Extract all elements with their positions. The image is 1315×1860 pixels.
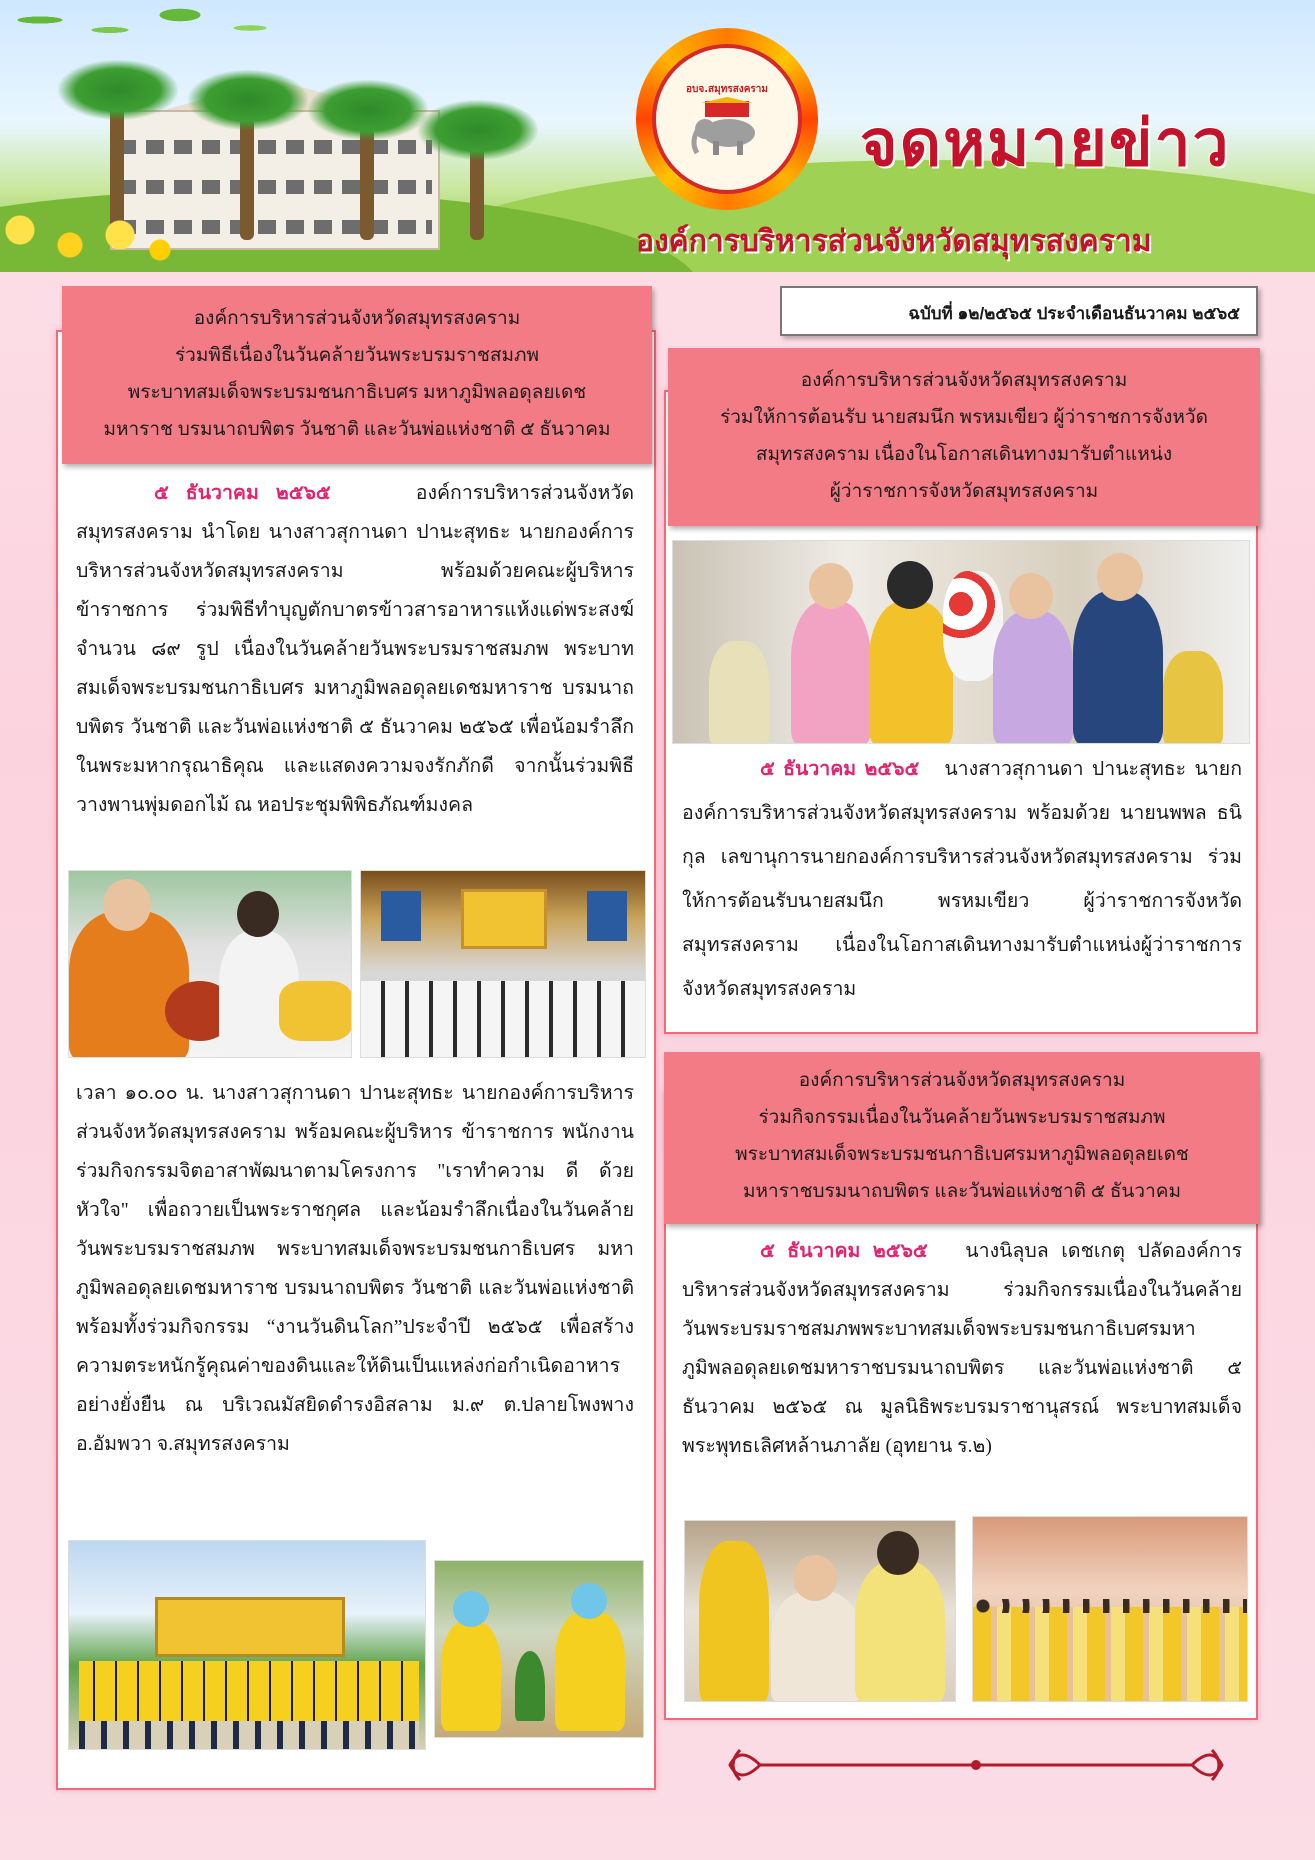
headline-line: มหาราชบรมนาถบพิตร และวันพ่อแห่งชาติ ๕ ธันวาคม	[743, 1181, 1181, 1202]
palm-leaves	[188, 70, 308, 130]
palm-leaves	[58, 60, 178, 120]
headline-line: พระบาทสมเด็จพระบรมชนกาธิเบศรมหาภูมิพลอดุลยเดช	[735, 1144, 1189, 1165]
article-text: นางสาวสุกานดา ปานะสุทธะ นายกองค์การบริหารส่วนจังหวัดสมุทรสงคราม พร้อมด้วย นายนพพล ธนิกุล เลขานุการนายกองค์การบริหารส่วนจังหวัดสมุทรสงคราม ร่วมให้การต้อนรับนายสมนึก พรหมเขียว ผู้ว่าราชการจังหวัดสมุทรสงคราม เนื่องในโอกาสเดินทางมารับตำแหน่งผู้ว่าราชการจังหวัดสมุทรสงคราม	[682, 759, 1242, 1000]
left-article-para-2	[76, 1074, 634, 1504]
palm-leaves	[308, 80, 428, 140]
headline-line: ผู้ว่าราชการจังหวัดสมุทรสงคราม	[829, 481, 1099, 502]
newsletter-header	[0, 0, 1315, 272]
article-text: องค์การบริหารส่วนจังหวัดสมุทรสงคราม นำโดย นางสาวสุกานดา ปานะสุทธะ นายกองค์การบริหารส่วนจังหวัดสมุทรสงคราม พร้อมด้วยคณะผู้บริหาร ข้าราชการ ร่วมพิธีทำบุญตักบาตรข้าวสารอาหารแห้งแด่พระสงฆ์ จำนวน ๘๙ รูป เนื่องในวันคล้ายวันพระบรมราชสมภพ พระบาทสมเด็จพระบรมชนกาธิเบศร มหาภูมิพลอดุลยเดชมหาราช บรมนาถบพิตร วันชาติ และวันพ่อแห่งชาติ ๕ ธันวาคม ๒๕๖๕ เพื่อน้อมรำลึกในพระมหากรุณาธิคุณ และแสดงความจงรักภักดี จากนั้นร่วมพิธีวางพานพุ่มดอกไม้ ณ หอประชุมพิพิธภัณฑ์มงคล	[76, 483, 634, 816]
photo-group-portrait	[972, 1516, 1248, 1702]
newsletter-title: จดหมายข่าว	[860, 107, 1231, 179]
flower-decoration	[0, 190, 200, 270]
headline-line: ร่วมกิจกรรมเนื่องในวันคล้ายวันพระบรมราชสมภพ	[758, 1107, 1166, 1128]
photo-ceremony-hall	[360, 870, 646, 1058]
organization-logo	[636, 28, 818, 210]
headline-line: มหาราช บรมนาถบพิตร วันชาติ และวันพ่อแห่งชาติ ๕ ธันวาคม	[103, 419, 611, 440]
ornament-divider-icon	[720, 1740, 1232, 1790]
photo-tree-planting	[434, 1560, 644, 1738]
photo-volunteer-group	[68, 1540, 426, 1750]
headline-line: องค์การบริหารส่วนจังหวัดสมุทรสงคราม	[800, 370, 1128, 391]
leaf-decoration	[0, 0, 360, 70]
headline-line: ร่วมพิธีเนื่องในวันคล้ายวันพระบรมราชสมภพ	[174, 345, 540, 366]
palm-leaves	[418, 100, 538, 160]
headline-line: สมุทรสงคราม เนื่องในโอกาสเดินทางมารับตำแหน่ง	[755, 444, 1173, 465]
organization-name: องค์การบริหารส่วนจังหวัดสมุทรสงคราม	[636, 225, 1152, 258]
headline-line: องค์การบริหารส่วนจังหวัดสมุทรสงคราม	[798, 1070, 1126, 1091]
article-date: ๕ ธันวาคม ๒๕๖๕	[760, 1241, 928, 1262]
elephant-emblem-icon	[687, 97, 767, 157]
article-date: ๕ ธันวาคม ๒๕๖๕	[760, 759, 920, 780]
headline-line: องค์การบริหารส่วนจังหวัดสมุทรสงคราม	[193, 308, 521, 329]
article-date: ๕ ธันวาคม ๒๕๖๕	[154, 483, 331, 504]
article-text: เวลา ๑๐.๐๐ น. นางสาวสุกานดา ปานะสุทธะ นายกองค์การบริหารส่วนจังหวัดสมุทรสงคราม พร้อมคณะผู้บริหาร ข้าราชการ พนักงาน ร่วมกิจกรรมจิตอาสาพัฒนาตามโครงการ "เราทำความ ดี ด้วยหัวใจ" เพื่อถวายเป็นพระราชกุศล และน้อมรำลึกเนื่องในวันคล้ายวันพระบรมราชสมภพ พระบาทสมเด็จพระบรมชนกาธิเบศร มหาภูมิพลอดุลยเดชมหาราช บรมนาถบพิตร วันชาติ และวันพ่อแห่งชาติพร้อมทั้งร่วมกิจกรรม “งานวันดินโลก”ประจำปี ๒๕๖๕ เพื่อสร้างความตระหนักรู้คุณค่าของดินและให้ดินเป็นแหล่งก่อกำเนิดอาหารอย่างยั่งยืน ณ บริเวณมัสยิดดำรงอิสลาม ม.๙ ต.ปลายโพงพาง อ.อัมพวา จ.สมุทรสงคราม	[76, 1083, 634, 1455]
photo-monk-alms	[68, 870, 352, 1058]
left-article-para-1	[76, 474, 634, 869]
right-bottom-article-para	[682, 1232, 1242, 1506]
issue-number: ฉบับที่ ๑๒/๒๕๖๕ ประจำเดือนธันวาคม ๒๕๖๕	[780, 286, 1258, 336]
right-bottom-article-headline	[664, 1052, 1260, 1224]
left-article-headline	[62, 286, 652, 464]
article-text: นางนิลุบล เดชเกตุ ปลัดองค์การบริหารส่วนจังหวัดสมุทรสงคราม ร่วมกิจกรรมเนื่องในวันคล้ายวันพระบรมราชสมภพพระบาทสมเด็จพระบรมชนกาธิเบศรมหาภูมิพลอดุลยเดชมหาราชบรมนาถบพิตร และวันพ่อแห่งชาติ ๕ ธันวาคม ๒๕๖๕ ณ มูลนิธิพระบรมราชานุสรณ์ พระบาทสมเด็จพระพุทธเลิศหล้านภาลัย (อุทยาน ร.๒)	[682, 1241, 1243, 1457]
logo-text: อบจ.สมุทรสงคราม	[686, 83, 768, 95]
headline-line: ร่วมให้การต้อนรับ นายสมนึก พรหมเขียว ผู้ว่าราชการจังหวัด	[720, 407, 1208, 428]
photo-governor-welcome	[672, 540, 1250, 744]
right-top-article-para	[682, 748, 1242, 1018]
photo-foundation-activity	[684, 1520, 956, 1702]
headline-line: พระบาทสมเด็จพระบรมชนกาธิเบศร มหาภูมิพลอดุลยเดช	[127, 382, 587, 403]
right-top-article-headline	[668, 348, 1260, 526]
